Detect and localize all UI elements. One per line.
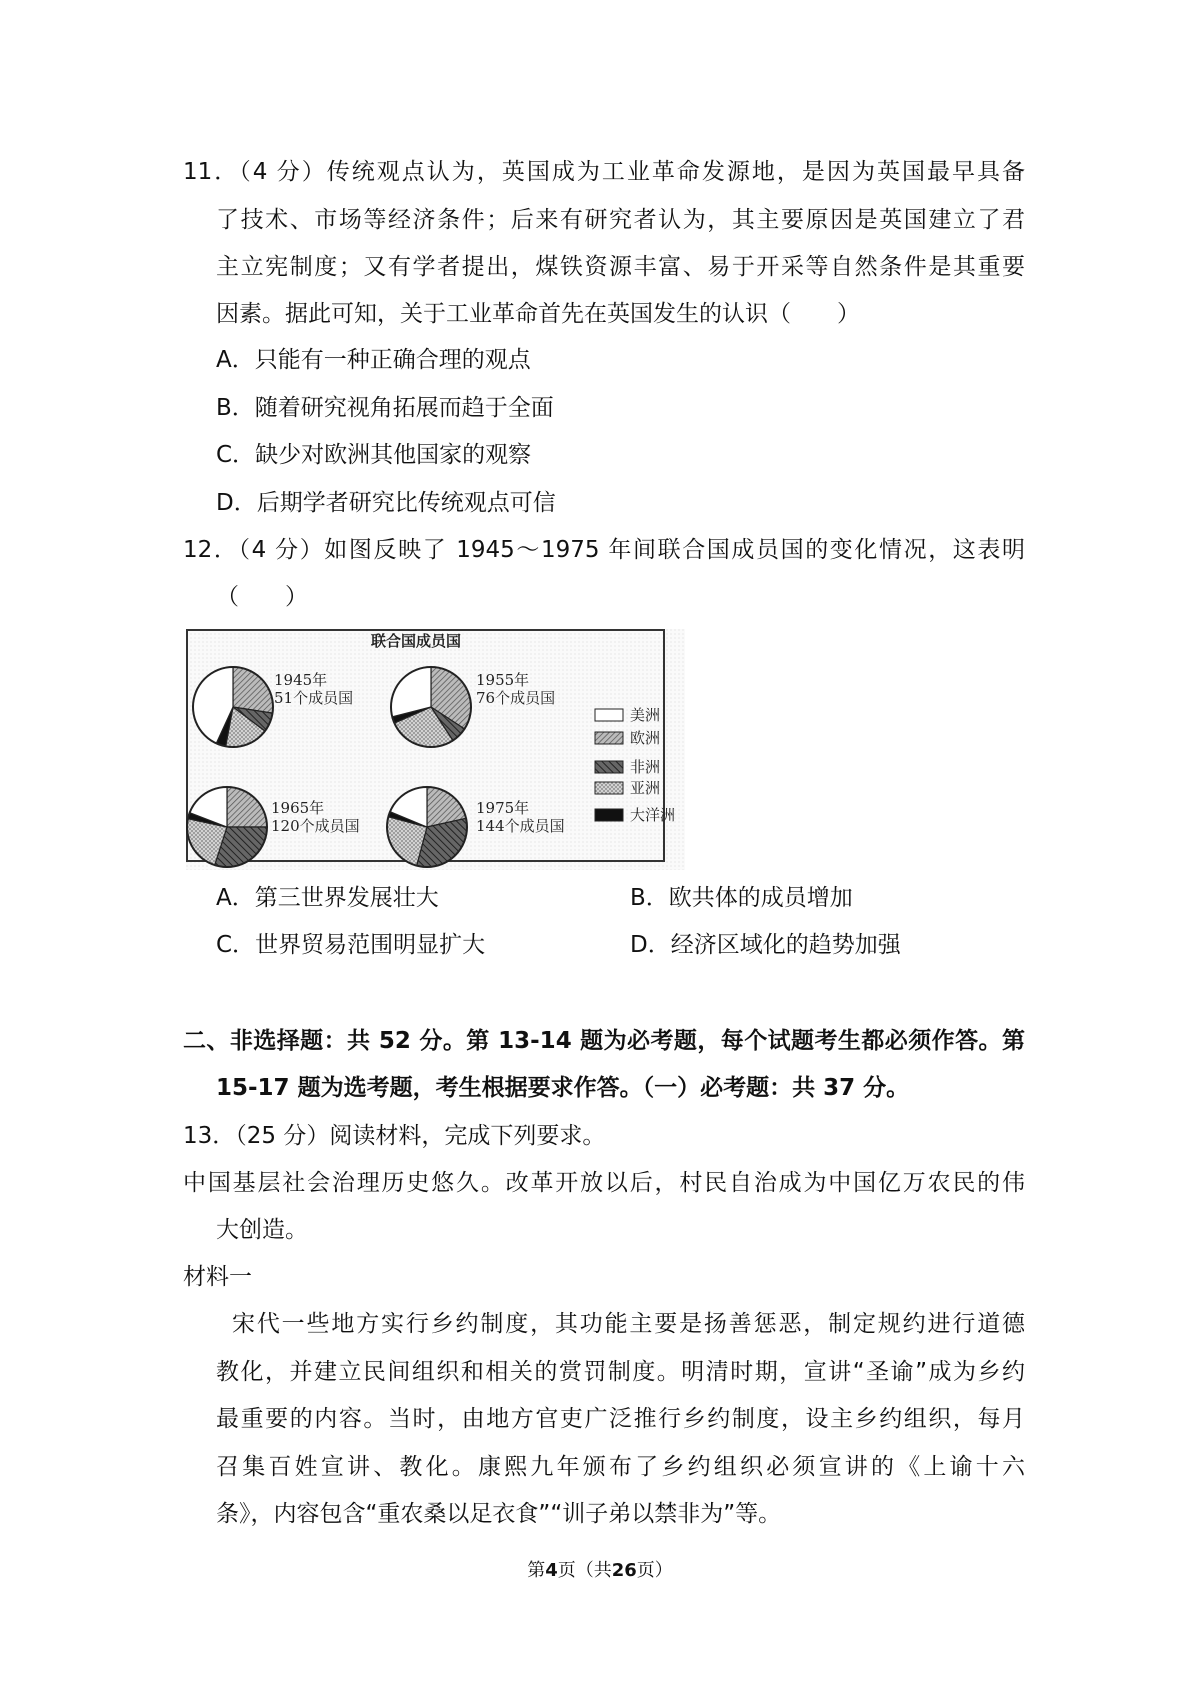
pie-year: 1945年 [274,671,328,689]
q12-option-b[interactable] [630,883,853,913]
q11-option-d[interactable] [216,488,556,518]
q11-stem-line: 因素。据此可知，关于工业革命首先在英国发生的认识（ ） [216,301,860,327]
pie-year: 1975年 [476,799,530,817]
legend-label: 欧洲 [630,729,661,747]
option-text: 后期学者研究比传统观点可信 [256,490,556,516]
q13-intro-line: 中国基层社会治理历史悠久。改革开放以后，村民自治成为中国亿万农民的伟 [183,1170,1025,1196]
option-text: 欧共体的成员增加 [668,885,853,911]
pie-count: 120个成员国 [271,817,360,835]
material-line: 教化，并建立民间组织和相关的赏罚制度。明清时期，宣讲“圣谕”成为乡约 [216,1359,1025,1385]
legend-swatch [595,761,623,773]
pie-count: 76个成员国 [476,689,556,707]
option-label: A． [216,885,255,911]
legend-swatch [595,732,623,744]
pie-count: 51个成员国 [274,689,354,707]
option-label: C． [216,932,256,958]
material-title: 材料一 [183,1264,252,1290]
legend-swatch [595,782,623,794]
chart-canvas [186,629,685,870]
pie-count: 144个成员国 [476,817,565,835]
q11-stem-line: 主立宪制度；又有学者提出，煤铁资源丰富、易于开采等自然条件是其重要 [216,254,1025,280]
option-text: 随着研究视角拓展而趋于全面 [254,395,554,421]
total-pages: 26 [611,1560,637,1581]
pie-label-1975 [476,799,565,835]
footer-text: 第 [527,1560,546,1581]
page-number: 4 [545,1560,558,1581]
material-line: 最重要的内容。当时，由地方官吏广泛推行乡约制度，设主乡约组织，每月 [216,1406,1025,1432]
legend-label: 非洲 [630,758,661,776]
chart-title: 联合国成员国 [370,632,461,650]
material-line: 召集百姓宣讲、教化。康熙九年颁布了乡约组织必须宣讲的《上谕十六 [216,1454,1025,1480]
option-label: D． [630,932,671,958]
q12-answer-blank: （ ） [216,584,308,610]
option-text: 只能有一种正确合理的观点 [254,347,531,373]
option-text: 缺少对欧洲其他国家的观察 [255,442,532,468]
q11-option-b[interactable] [216,393,554,423]
pie-label-1945 [274,671,353,707]
legend-label: 美洲 [630,706,661,724]
q11-option-c[interactable] [216,440,531,470]
option-text: 世界贸易范围明显扩大 [255,932,486,958]
page-footer [0,1556,1200,1582]
section-heading: 15-17 题为选考题，考生根据要求作答。（一）必考题：共 37 分。 [216,1075,910,1101]
footer-text: 页（共 [557,1560,612,1581]
legend-swatch [595,709,623,721]
option-label: A． [216,347,255,373]
q11-option-a[interactable] [216,345,531,375]
q13-header: 13．（25 分）阅读材料，完成下列要求。 [183,1123,606,1149]
q11-stem-line: 了技术、市场等经济条件；后来有研究者认为，其主要原因是英国建立了君 [216,207,1025,233]
q12-stem-line: 12．（4 分）如图反映了 1945～1975 年间联合国成员国的变化情况，这表明 [183,537,1025,563]
q13-intro-line: 大创造。 [216,1217,308,1243]
material-line: 条》，内容包含“重农桑以足衣食”“训子弟以禁非为”等。 [216,1501,782,1527]
legend-swatch [595,809,623,821]
option-label: B． [630,885,669,911]
q12-option-a[interactable] [216,883,439,913]
option-label: D． [216,490,257,516]
option-text: 第三世界发展壮大 [254,885,439,911]
section-heading: 二、非选择题：共 52 分。第 13-14 题为必考题，每个试题考生都必须作答。第 [183,1028,1025,1054]
q11-stem-line: 11．（4 分）传统观点认为，英国成为工业革命发源地，是因为英国最早具备 [183,159,1025,185]
option-label: C． [216,442,256,468]
q12-option-c[interactable] [216,930,485,960]
footer-text: 页） [636,1560,673,1581]
legend-label: 亚洲 [630,779,661,797]
option-label: B． [216,395,255,421]
pie-year: 1965年 [271,799,325,817]
q12-option-d[interactable] [630,930,901,960]
pie-label-1955 [476,671,555,707]
option-text: 经济区域化的趋势加强 [670,932,901,958]
pie-year: 1955年 [476,671,530,689]
legend-label: 大洋洲 [630,806,676,824]
un-members-chart [186,629,685,870]
pie-label-1965 [271,799,360,835]
material-line: 宋代一些地方实行乡约制度，其功能主要是扬善惩恶，制定规约进行道德 [232,1311,1025,1337]
